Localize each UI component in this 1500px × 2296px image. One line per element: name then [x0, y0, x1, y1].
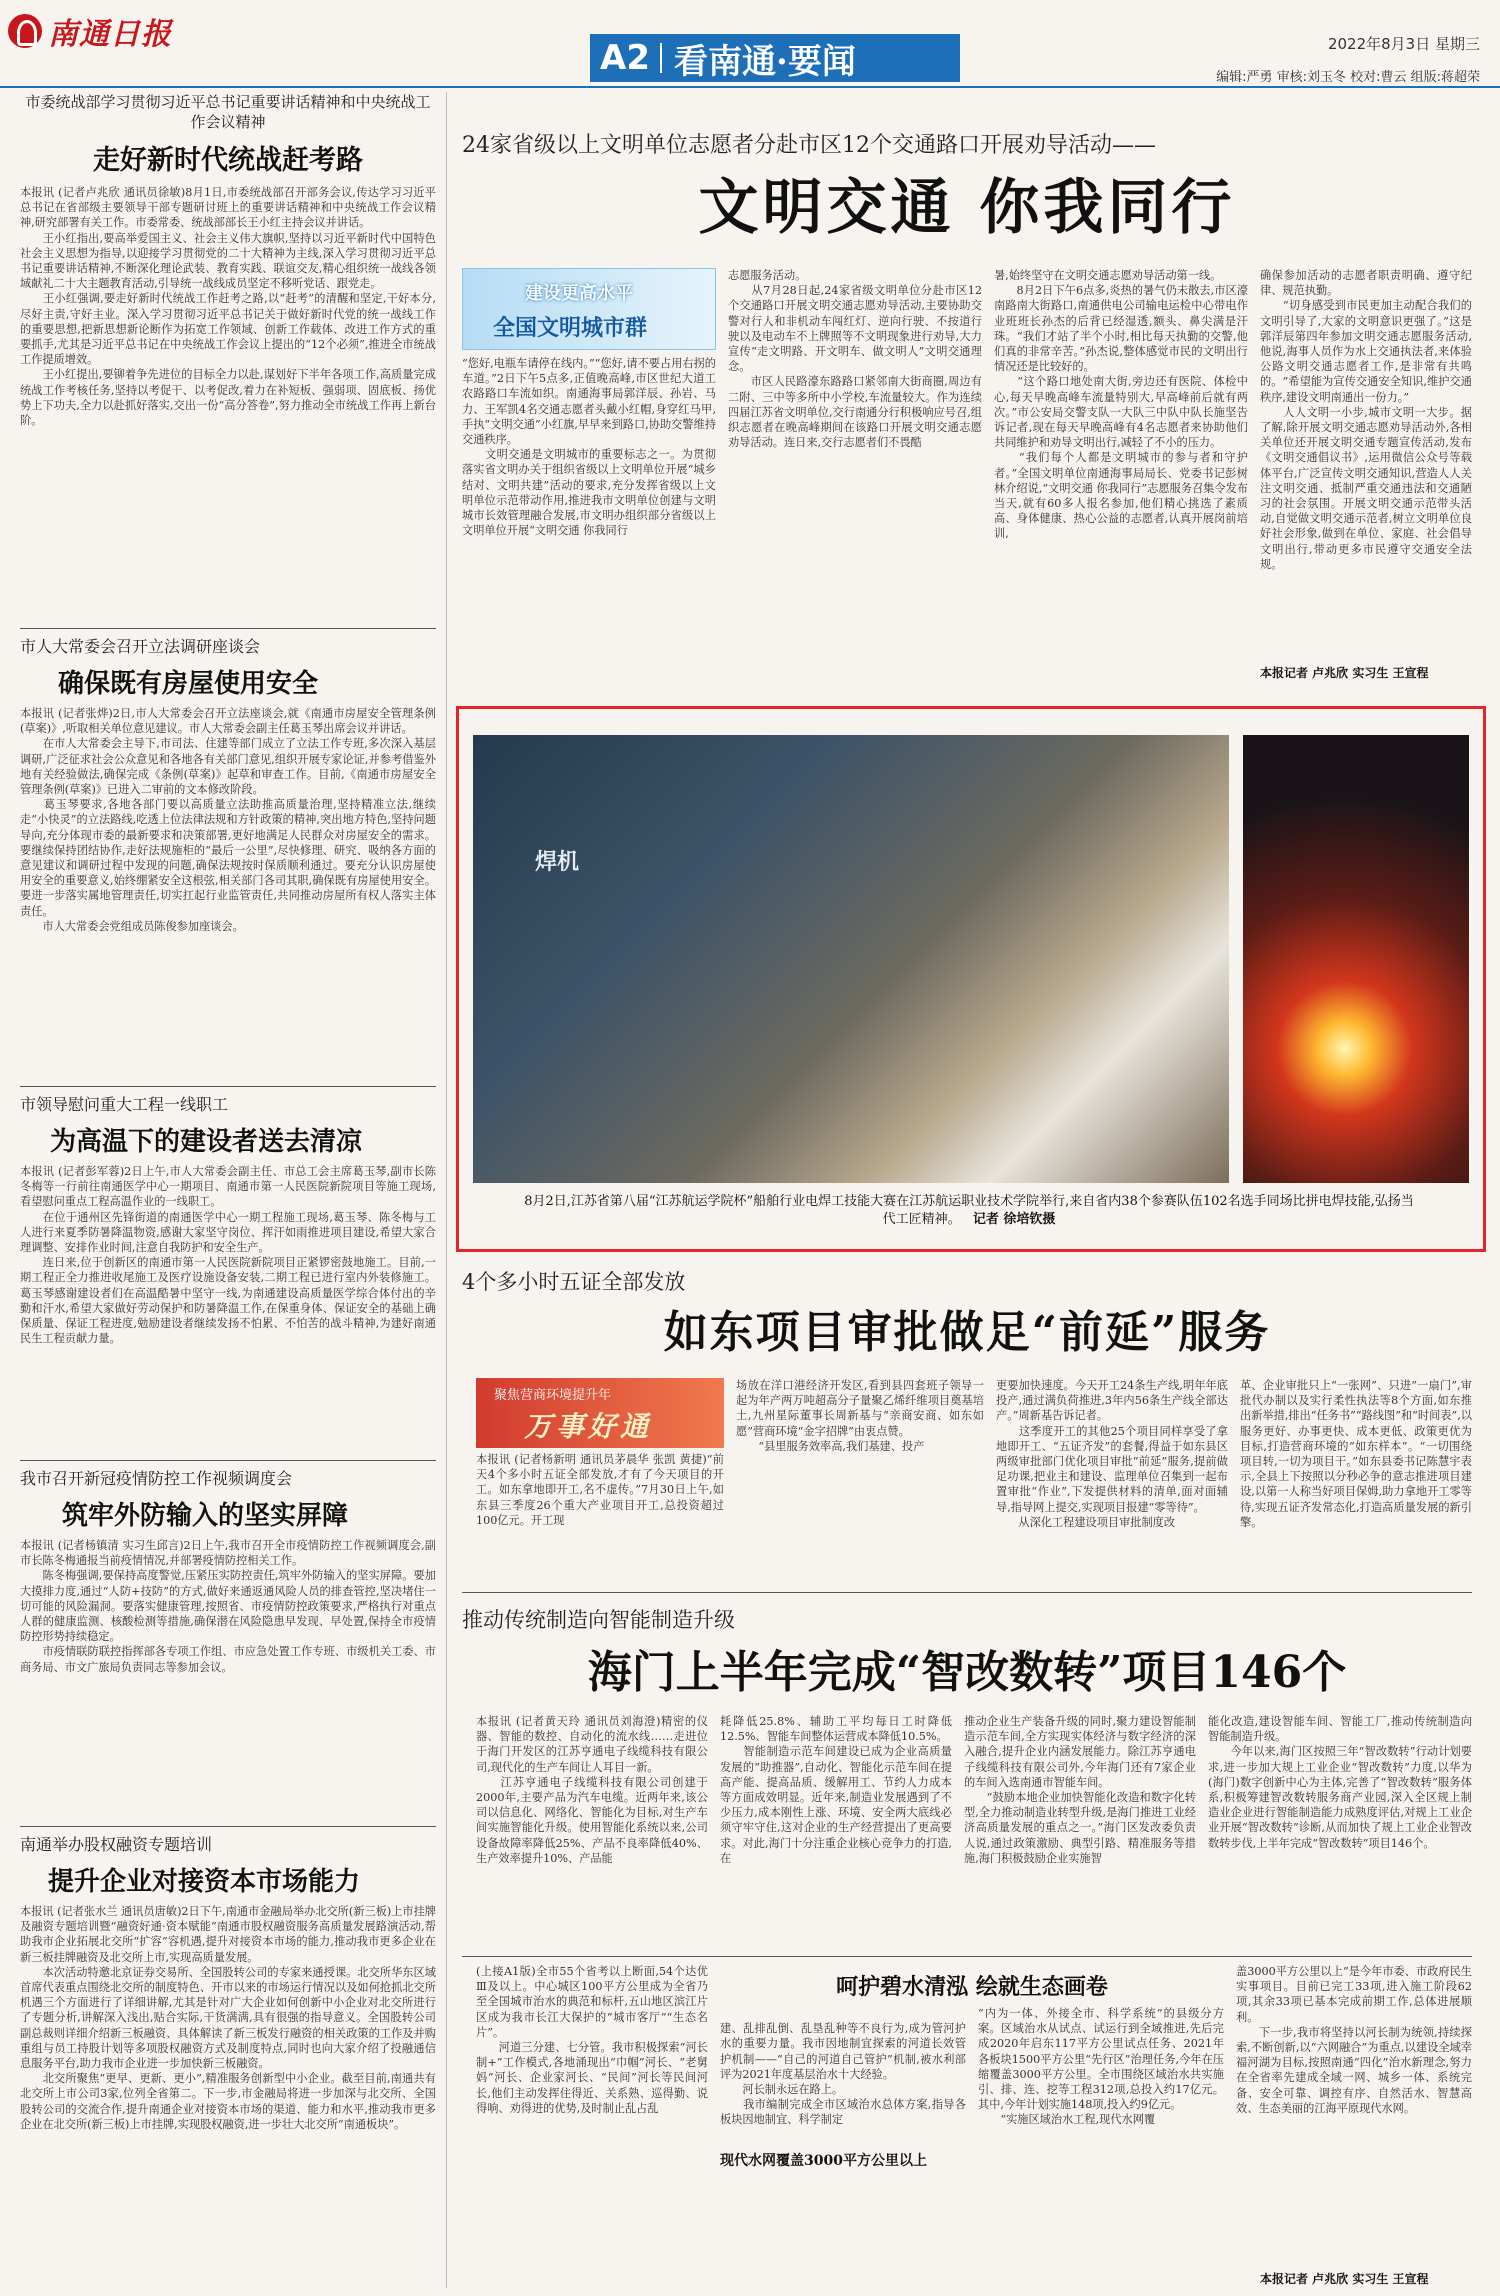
- water-subtitle: 现代水网覆盖3000平方公里以上: [720, 2150, 966, 2170]
- lead-body-col1: “您好,电瓶车请停在线内。”“您好,请不要占用右拐的车道。”2日下午5点多,正值晚高峰,市区世纪大道工农路路口车流如织。南通海事局郭洋辰、孙岩、马力、王军凯4名交通志愿者头戴小红帽,身穿红马甲,手执“文明交通”小红旗,早早来到路口,协助交警维持交通秩序。 文明交通是文明城市的重要标志之一。为贯彻落实省文明办关于组织省级以上文明单位开展“城乡结对、文明共建”活动的要求,充分发挥省级以上文明单位示范带动作用,推进我市文明单位创建与文明城市长效管理融合发展,市文明办组织部分省级以上文明单位开展“文明交通 你我同行: [462, 357, 716, 538]
- article-housing-safety: [20, 634, 436, 1101]
- article-body: 本报讯 (记者张水兰 通讯员唐敏)2日下午,南通市金融局举办北交所(新三板)上市挂牌及融资专题培训暨“融资好通·资本赋能”南通市股权融资服务高质量发展路演活动,帮助我市企业拓展北交所“扩容”容机遇,提升对接资本市场的能力,推动我市更多企业在新三板挂牌融资及北交所上市,实现高质量发展。 本次活动特邀北京证券交易所、全国股转公司的专家来通授课。北交所华东区域首席代表重点围绕北交所的制度特色、开市以来的市场运行情况以及如何抢抓北交所机遇三个方面进行了详细讲解,尤其是针对广大企业如何创新中小企业对北交所进行了专题分析,讲解深入浅出,贴合实际,干货满满,具有很强的指导意义。全国股转公司副总裁则详细介绍新三板融资、具体解读了新三板发行融资的相关政策的工作及并购重组与员工持股计划等多项股权融资方式及制度特点,同时也向大家介绍了投融通信息服务平台,助力我市企业进一步加快新三板融资。 北交所聚焦“更早、更新、更小”,精准服务创新型中小企业。截至目前,南通共有北交所上市公司3家,位列全省第二。下一步,市金融局将进一步加深与北交所、全国股转公司的交流合作,提升南通企业对接资本市场的渠道、能力和水平,推动我市更多企业在北交所(新三板)上市挂牌,实现股权融资,进一步壮大北交所“南通板块”。: [20, 1905, 436, 2131]
- photo-machine-label: 焊机: [535, 850, 580, 875]
- lead-body-col3: 暑,始终坚守在文明交通志愿劝导活动第一线。 8月2日下午6点多,炎热的暑气仍未散去,市区濠南路南大街路口,南通供电公司输电运检中心带电作业班班长孙杰的后背已经湿透,额头、鼻尖满是汗珠。“我们才站了半个小时,相比每天执勤的交警,他们真的非常辛苦。”孙杰说,整体感觉市民的文明出行情况还是比较好的。 “这个路口地处南大街,旁边还有医院、体检中心,每天早晚高峰车流量特别大,早高峰前后就有两次。”市公安局交警支队一大队三中队中队长施坚告诉记者,现在每天早晚高峰有4名志愿者来协助他们共同维护和劝导文明出行,减轻了不小的压力。 “我们每个人都是文明城市的参与者和守护者。”全国文明单位南通海事局局长、党委书记彭树林介绍说,“文明交通 你我同行”志愿服务召集令发布当天,就有60多人报名参加,他们精心挑选了素质高、身体健康、热心公益的志愿者,认真开展岗前培训,: [994, 269, 1248, 541]
- rudong-body-col3: 更要加快速度。今天开工24条生产线,明年年底投产,通过满负荷推进,3年内56条生产线全部达产。”周新基告诉记者。 这季度开工的其他25个项目同样享受了拿地即开工、“五证齐发”的套餐,得益于如东县区两级审批部门优化项目审批“前延”服务,提前做足功课,把业主和建设、监理单位召集到一起布置审批“作业”,下发提供材料的清单,面对面辅导,指导网上提交,实现项目报建“零等待”。 从深化工程建设项目审批制度改: [996, 1379, 1228, 1529]
- issue-date: 2022年8月3日 星期三: [1327, 35, 1480, 53]
- article-title: 确保既有房屋使用安全: [58, 669, 319, 699]
- welding-photo: [473, 735, 1229, 1183]
- article-kicker: 我市召开新冠疫情防控工作视频调度会: [20, 1469, 293, 1488]
- article-title: 筑牢外防输入的坚实屏障: [62, 1501, 349, 1531]
- water-body-col4: 盖3000平方公里以上”是今年市委、市政府民生实事项目。目前已完工33项,进入施工阶段62项,其余33项已基本完成前期工作,总体进展顺利。 下一步,我市将坚持以河长制为统领,持续探索,不断创新,以“六网融合”为重点,以建设全域幸福河湖为目标,按照南通“四化”治水新理念,努力在全省率先建成全域一网、城乡一体、系统完备、安全可靠、调控有序、自然活水、智慧高效、生态美丽的江海平原现代水网。: [1236, 1965, 1472, 2115]
- rudong-body-col2: 场放在洋口港经济开发区,看到县四套班子领导一起为年产两万吨超高分子量聚乙烯纤维项目奠基培土,九州星际董事长周新基与“亲商安商、如东如愿”营商环境“金字招牌”由衷点赞。 “县里服务效率高,我们基建、投产: [736, 1379, 984, 1453]
- article-kicker: 市委统战部学习贯彻习近平总书记重要讲话精神和中央统战工作会议精神: [25, 93, 431, 131]
- left-column-divider: [446, 92, 447, 2288]
- water-title: 呵护碧水清泓 绘就生态画卷: [836, 1974, 1108, 2000]
- banner-small-text: 聚焦营商环境提升年: [494, 1388, 612, 1403]
- rudong-title: 如东项目审批做足“前延”服务: [663, 1307, 1271, 1358]
- article-equity-financing: [20, 1832, 436, 2296]
- haimen-body-col4: 能化改造,建设智能车间、智能工厂,推动传统制造向智能制造升级。 今年以来,海门区按照三年“智改数转”行动计划要求,进一步加大规上工业企业“智改数转”力度,以华为(海门)数字创新中心为主体,完善了“智改数转”服务体系,积极筹建智改数转服务商产业园,深入全区规上制造业企业进行智能制造能力成熟度评估,对规上工业企业开展“智改数转”诊断,从而加快了规上工业企业智改数转步伐,上半年完成“智改数转”项目146个。: [1208, 1715, 1472, 1850]
- lead-body-col2: 志愿服务活动。 从7月28日起,24家省级文明单位分赴市区12个交通路口开展文明交通志愿劝导活动,主要协助交警对行人和非机动车闯红灯、逆向行驶、不按道行驶以及电动车不上牌照等不文明现象进行劝导,大力宣传“走文明路、开文明车、做文明人”文明交通理念。 市区人民路濠东路路口紧邻南大街商圈,周边有二附、三中等多所中小学校,车流量较大。作为连续四届江苏省文明单位,交行南通分行积极响应号召,组织志愿者在晚高峰期间在该路口开展文明交通志愿劝导活动。连日来,交行志愿者们不畏酷: [728, 269, 982, 450]
- lead-body-col4: 确保参加活动的志愿者职责明确、遵守纪律、规范执勤。 “切身感受到市民更加主动配合我们的文明引导了,大家的文明意识更强了。”这是郭洋辰第四年参加文明交通志愿服务活动,他说,海事人员作为水上交通执法者,来体验公路文明交通志愿者工作,是非常有共鸣的。“希望能为宣传交通安全知识,维护交通秩序,建设文明南通出一份力。” 人人文明一小步,城市文明一大步。据了解,除开展文明交通志愿劝导活动外,各相关单位还开展文明交通专题宣传活动,发布《文明交通倡议书》,运用微信公众号等载体平台,广泛宣传文明交通知识,营造人人关注文明交通、抵制严重交通违法和交通陋习的社会氛围。开展文明交通示范带头活动,自觉做文明交通示范者,树立文明单位良好社会形象,做到在单位、家庭、社会倡导文明出行,带动更多市民遵守交通安全法规。: [1260, 269, 1472, 571]
- banner-big-text: 万事好通: [524, 1410, 653, 1443]
- lead-byline: 本报记者 卢兆欣 实习生 王宣程: [1260, 666, 1429, 680]
- spark-photo: [1243, 735, 1469, 1183]
- section-rule: [20, 1086, 436, 1087]
- haimen-body-col3: 推动企业生产装备升级的同时,聚力建设智能制造示范车间,全方实现实体经济与数字经济的深入融合,提升企业内涵发展能力。除江苏亨通电子线缆科技有限公司外,今年海门还有7家企业的车间入选南通市智能车间。 “鼓励本地企业加快智能化改造和数字化转型,全力推动制造业转型升级,是海门推进工业经济高质量发展的重点之一。”海门区发改委负责人说,通过政策激励、典型引路、精准服务等措施,海门积极鼓励企业实施智: [964, 1715, 1196, 1865]
- article-kicker: 市人大常委会召开立法调研座谈会: [20, 637, 261, 656]
- article-heat-relief: [20, 1092, 436, 1476]
- section-rule: [462, 1956, 1472, 1957]
- banner-separator: [660, 43, 662, 73]
- banner-line-1: 建设更高水平: [525, 283, 633, 304]
- haimen-body-col2: 耗降低25.8%、辅助工平均每日工时降低12.5%、智能车间整体运营成本降低10.5%。 智能制造示范车间建设已成为企业高质量发展的“助推器”,自动化、智能化示范车间在提高产能、提高品质、缓解用工、节约人力成本等方面成效明显。近年来,制造业发展遇到了不少压力,成本刚性上涨、环境、安全两大底线必须守牢守住,这对企业的生产经营提出了更高要求。对此,海门十分注重企业核心竞争力的打造,在: [720, 1715, 952, 1865]
- page-number: A2: [600, 38, 650, 78]
- article-title: 走好新时代统战赶考路: [93, 145, 363, 176]
- newspaper-logo-icon: [8, 14, 42, 48]
- water-byline: 本报记者 卢兆欣 实习生 王宣程: [1260, 2272, 1429, 2286]
- civilization-banner: [462, 268, 716, 350]
- section-banner: [590, 34, 960, 82]
- rudong-kicker: 4个多小时五证全部发放: [462, 1270, 686, 1294]
- photo-feature-box: [456, 706, 1486, 1252]
- section-name: 看南通·要闻: [673, 41, 856, 82]
- section-rule: [462, 1592, 1472, 1593]
- header-rule: [0, 86, 1500, 88]
- article-body: 本报讯 (记者卢兆欣 通讯员徐敏)8月1日,市委统战部召开部务会议,传达学习习近平总书记在省部级主要领导干部专题研讨班上的重要讲话精神和中央统战工作会议精神,研究部署有关工作。市委常委、统战部部长王小红主持会议并讲话。 王小红指出,要高举爱国主义、社会主义伟大旗帜,坚持以习近平新时代中国特色社会主义思想为指导,以迎接学习贯彻党的二十大精神为主线,深入学习贯彻习近平总书记重要讲话精神,不断深化理论武装、教育实践、联谊交友,精心组织统一战线各领域献礼二十大主题教育活动,引导统一战线成员坚定不移听党话、跟党走。 王小红强调,要走好新时代统战工作赶考之路,以“赶考”的清醒和坚定,干好本分,尽好主责,守好主业。深入学习贯彻习近平总书记关于做好新时代党的统一战线工作的重要思想,把新思想新论断作为拓宽工作领域、创新工作载体、改进工作方式的重要抓手,尤其是习近平总书记在中央统战工作会议上提出的“12个必须”,推进全市统战工作提质增效。 王小红提出,要铆着争先进位的目标全力以赴,谋划好下半年各项工作,高质量完成统战工作考核任务,坚持以考促干、以考促改,着力在补短板、强弱项、固底板、扬优势上下功夫,全力以赴抓好落实,交出一份“高分答卷”,努力推动全市统战工作再上新台阶。: [20, 186, 436, 428]
- article-body: 本报讯 (记者彭军蓉)2日上午,市人大常委会副主任、市总工会主席葛玉琴,副市长陈冬梅等一行前往南通医学中心一期项目、南通市第一人民医院新院项目等施工现场,看望慰问重点工程高温作业的一线职工。 在位于通州区先锋街道的南通医学中心一期工程施工现场,葛玉琴、陈冬梅与工人进行来夏季防暑降温物资,感谢大家坚守岗位、挥汗如雨推进项目建设,希望大家合理调整、安排作业时间,注意自我防护和安全生产。 连日来,位于创新区的南通市第一人民医院新院项目正紧锣密鼓地施工。目前,一期工程正全力推进收尾施工及医疗设施设备安装,二期工程已进行室内外装修施工。葛玉琴感谢建设者们在高温酷暑中坚守一线,为南通建设高质量医学综合体付出的辛勤和汗水,希望大家做好劳动保护和防暑降温工作,在保重身体、保证安全的基础上确保质量、保证工程进度,勉励建设者继续发扬不怕累、不怕苦的战斗精神,为建好南通民生工程贡献力量。: [20, 1165, 436, 1346]
- editors-line: 编辑:严勇 审核:刘玉冬 校对:曹云 组版:蒋超荣: [1216, 70, 1480, 85]
- article-covid-control: [20, 1466, 436, 1746]
- lead-title: 文明交通 你我同行: [698, 173, 1236, 243]
- newspaper-name: 南通日报: [48, 17, 172, 52]
- water-body-col2-text: 建、乱排乱倒、乱垦乱种等不良行为,成为管河护水的重要力量。我市因地制宜探索的河道长效管护机制——“自己的河道自己管护”机制,被水利部评为2021年度基层治水十大经验。 河长制永远在路上。 我市编制完成全市区域治水总体方案,指导各板块因地制宜、科学制定: [720, 2022, 966, 2127]
- haimen-body-col1: 本报讯 (记者黄天玲 通讯员刘海澄)精密的仪器、智能的数控、自动化的流水线……走进位于海门开发区的江苏亨通电子线缆科技有限公司,现代化的生产车间让人耳目一新。 江苏亨通电子线缆科技有限公司创建于2000年,主要产品为汽车电缆。近两年来,该公司以信息化、网络化、智能化为目标,对生产车间实施智能化升级。使用智能化系统以来,公司设备故障率降低25%、产品不良率降低40%、生产效率提升10%、产品能: [476, 1715, 708, 1865]
- business-env-banner: [476, 1378, 724, 1448]
- article-body: 本报讯 (记者张烨)2日,市人大常委会召开立法座谈会,就《南通市房屋安全管理条例(草案)》,听取相关单位意见建议。市人大常委会副主任葛玉琴出席会议并讲话。 在市人大常委会主导下,市司法、住建等部门成立了立法工作专班,多次深入基层调研,广泛征求社会公众意见和各地各有关部门意见,组织开展专家论证,并参考借鉴外地有关经验做法,确保完成《条例(草案)》起草和审查工作。目前,《南通市房屋安全管理条例(草案)》已进入二审前的文本修改阶段。 葛玉琴要求,各地各部门要以高质量立法助推高质量治理,坚持精准立法,继续走“小快灵”的立法路线,吃透上位法律法规和方针政策的精神,突出地方特色,坚持问题导向,充分体现市委的最新要求和决策部署,更好地满足人民群众对房屋安全的需求。要继续保持团结协作,走好法规施柜的“最后一公里”,尽快修理、研究、吸纳各方面的意见建议和调研过程中发现的问题,确保法规按时保质顺利通过。要充分认识房屋使用安全的重要意义,始终绷紧安全这根弦,相关部门各司其职,确保既有房屋使用安全。要进一步落实属地管理责任,切实扛起行业监管责任,共同推动房屋所有权人落实主体责任。 市人大常委会党组成员陈俊参加座谈会。: [20, 707, 436, 933]
- lead-kicker: 24家省级以上文明单位志愿者分赴市区12个交通路口开展劝导活动——: [462, 133, 1156, 158]
- article-kicker: 市领导慰问重大工程一线职工: [20, 1095, 229, 1114]
- article-title: 提升企业对接资本市场能力: [48, 1867, 361, 1897]
- haimen-title: 海门上半年完成“智改数转”项目146个: [587, 1647, 1347, 1698]
- photo-credit: 记者 徐培钦摄: [972, 1212, 1056, 1227]
- section-rule: [20, 628, 436, 629]
- photo-caption: [519, 1193, 1419, 1229]
- article-kicker: 南通举办股权融资专题培训: [20, 1835, 213, 1854]
- water-body-col2: [720, 2006, 966, 2286]
- haimen-kicker: 推动传统制造向智能制造升级: [462, 1608, 735, 1632]
- section-rule: [20, 1460, 436, 1461]
- caption-text: 8月2日,江苏省第八届“江苏航运学院杯”船舶行业电焊工技能大赛在江苏航运职业技术学院举行,来自省内38个参赛队伍102名选手同场比拼电焊技能,弘扬当代工匠精神。: [524, 1194, 1414, 1227]
- rudong-body-col4: 革、企业审批只上“一张网”、只进“一扇门”,审批代办制以及实行柔性执法等8个方面,如东推出新举措,排出“任务书”“路线图”和“时间表”,以服务更好、办事更快、成本更低、政策更优为目标,打造营商环境的“如东样本”。“一切围绕项目转,一切为项目干。”如东县委书记陈慧宇表示,全县上下按照以分秒必争的意志推进项目建设,以第一人称当好项目保姆,助力拿地开工零等待,实现五证齐发常态化,打造高质量发展的新引擎。: [1240, 1379, 1472, 1529]
- article-title: 为高温下的建设者送去清凉: [50, 1127, 363, 1157]
- water-body-col3: “内为一体、外接全市、科学系统”的县级分方案。区域治水从试点、试运行到全域推进,先后完成2020年启东117平方公里试点任务、2021年各板块1500平方公里“先行区”治理任务,今年在压缩覆盖3000平方公里。全市围绕区域治水共实施引、排、连、挖等工程312项,总投入约17亿元。其中,今年计划实施148项,投入约9亿元。 “实施区域治水工程,现代水网覆: [978, 2007, 1224, 2127]
- section-rule: [20, 1826, 436, 1827]
- article-body: 本报讯 (记者杨镇清 实习生邱言)2日上午,我市召开全市疫情防控工作视频调度会,副市长陈冬梅通报当前疫情情况,并部署疫情防控相关工作。 陈冬梅强调,要保持高度警觉,压紧压实防控责任,筑牢外防输入的坚实屏障。要加大摸排力度,通过“人防+技防”的方式,做好来通返通风险人员的排查管控,坚决堵住一切可能的风险漏洞。要落实健康管理,按照省、市疫情防控政策要求,严格执行对重点人群的健康监测、核酸检测等措施,确保潜在风险隐患早发现、早处置,保持全市疫情防控形势持续稳定。 市疫情联防联控指挥部各专项工作组、市应急处置工作专班、市级机关工委、市商务局、市文广旅局负责同志等参加会议。: [20, 1539, 436, 1674]
- banner-line-2: 全国文明城市群: [493, 315, 648, 341]
- masthead-logo: [8, 8, 198, 54]
- article-united-front: [20, 92, 436, 603]
- rudong-body-col1: 本报讯 (记者杨新明 通讯员茅晨华 张凯 黄捷)“前天4个多小时五证全部发放,才有了今天项目的开工。如东拿地即开工,名不虚传。”7月30日上午,如东县三季度26个重大产业项目开工,总投资超过100亿元。开工现: [476, 1453, 724, 1527]
- water-body-col1: (上接A1版)全市55个省考以上断面,54个达优Ⅲ及以上。中心城区100平方公里成为全省乃至全国城市治水的典范和标杆,五山地区滨江片区成为我市长江大保护的“城市客厅”“生态名片”。 河道三分建、七分管。我市积极探索“河长制+”工作模式,各地涌现出“巾帼”河长、“老舅妈”河长、企业家河长、“民间”河长等民间河长,他们主动发挥住得近、关系熟、巡得勤、说得响、劝得进的优势,及时制止乱占乱: [476, 1965, 708, 2115]
